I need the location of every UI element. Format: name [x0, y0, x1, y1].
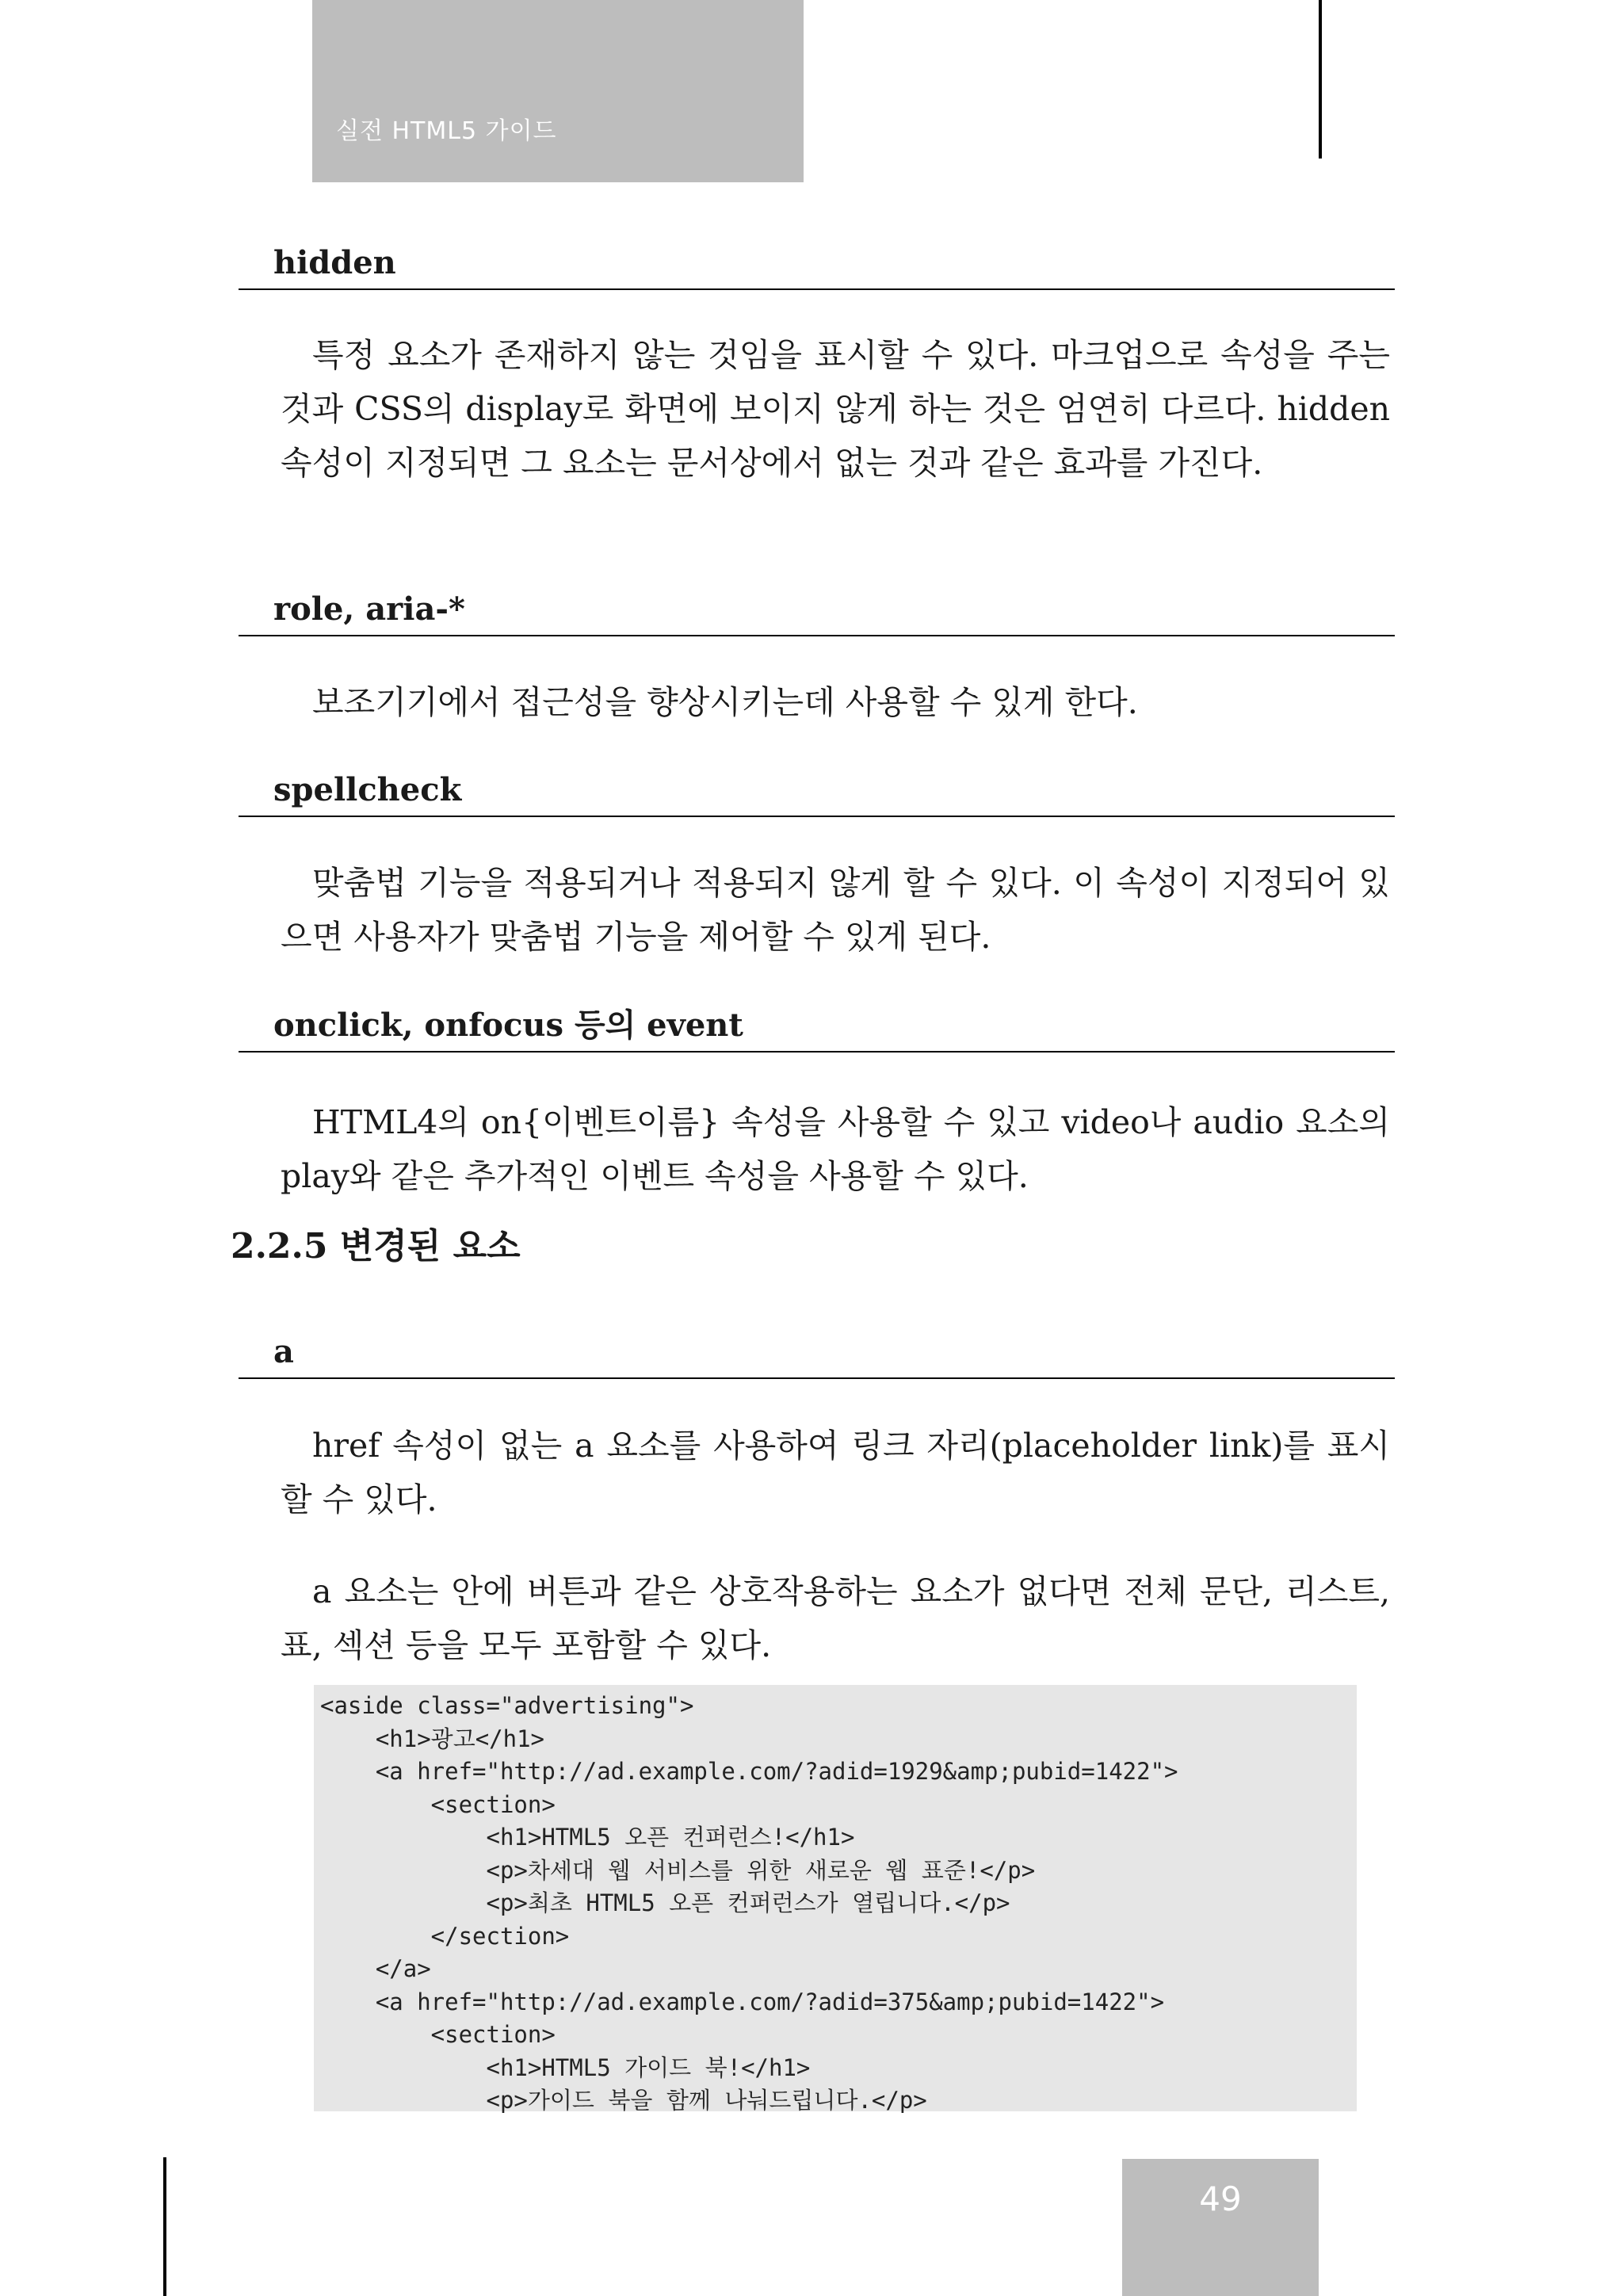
paragraph-a-2: a 요소는 안에 버튼과 같은 상호작용하는 요소가 없다면 전체 문단, 리스트, 표, 섹션 등을 모두 포함할 수 있다. — [281, 1572, 1390, 1664]
paragraph-event: HTML4의 on{이벤트이름} 속성을 사용할 수 있고 video나 audio 요소의 play와 같은 추가적인 이벤트 속성을 사용할 수 있다. — [281, 1103, 1390, 1195]
section-title: 2.2.5 변경된 요소 — [231, 1226, 521, 1266]
paragraph-role-aria: 보조기기에서 접근성을 향상시키는데 사용할 수 있게 한다. — [312, 683, 1138, 721]
paragraph-hidden: 특정 요소가 존재하지 않는 것임을 표시할 수 있다. 마크업으로 속성을 주는 것과 CSS의 display로 화면에 보이지 않게 하는 것은 엄연히 다르다. hidden 속성이 지정되면 그 요소는 문서상에서 없는 것과 같은 효과를 가진다. — [281, 336, 1390, 482]
code-line: <h1>광고</h1> — [320, 1725, 545, 1752]
book-title: 실전 HTML5 가이드 — [336, 117, 557, 145]
page-number-box — [1122, 2159, 1319, 2296]
term-role-aria: role, aria-* — [239, 589, 1395, 636]
code-line: <h1>HTML5 오픈 컨퍼런스!</h1> — [320, 1824, 855, 1851]
code-example — [314, 1685, 1357, 2114]
code-line: </a> — [320, 1955, 431, 1982]
paragraph-spellcheck: 맞춤법 기능을 적용되거나 적용되지 않게 할 수 있다. 이 속성이 지정되어 있으면 사용자가 맞춤법 기능을 제어할 수 있게 된다. — [281, 864, 1390, 956]
code-line: <section> — [320, 2021, 556, 2048]
code-line: <p>가이드 북을 함께 나눠드립니다.</p> — [320, 2087, 927, 2114]
code-line: <p>최초 HTML5 오픈 컨퍼런스가 열립니다.</p> — [320, 1889, 1010, 1916]
code-line: <p>차세대 웹 서비스를 위한 새로운 웹 표준!</p> — [320, 1856, 1036, 1884]
code-line: <a href="http://ad.example.com/?adid=375&amp;pubid=1422"> — [320, 1988, 1165, 2015]
code-line: <h1>HTML5 가이드 북!</h1> — [320, 2053, 811, 2081]
page-number: 49 — [1199, 2179, 1242, 2218]
header-rule — [1319, 0, 1322, 159]
paragraph-a-1: href 속성이 없는 a 요소를 사용하여 링크 자리(placeholder link)를 표시할 수 있다. — [281, 1427, 1390, 1519]
code-line: <a href="http://ad.example.com/?adid=1929&amp;pubid=1422"> — [320, 1758, 1178, 1785]
term-a: a — [239, 1331, 1395, 1379]
term-spellcheck: spellcheck — [239, 770, 1395, 817]
code-line: <section> — [320, 1790, 556, 1818]
code-line: </section> — [320, 1922, 570, 1950]
code-line: <aside class="advertising"> — [320, 1692, 694, 1719]
running-header — [312, 0, 804, 182]
footer-rule — [163, 2157, 166, 2296]
term-hidden: hidden — [239, 243, 1395, 290]
term-event: onclick, onfocus 등의 event — [239, 1005, 1395, 1052]
